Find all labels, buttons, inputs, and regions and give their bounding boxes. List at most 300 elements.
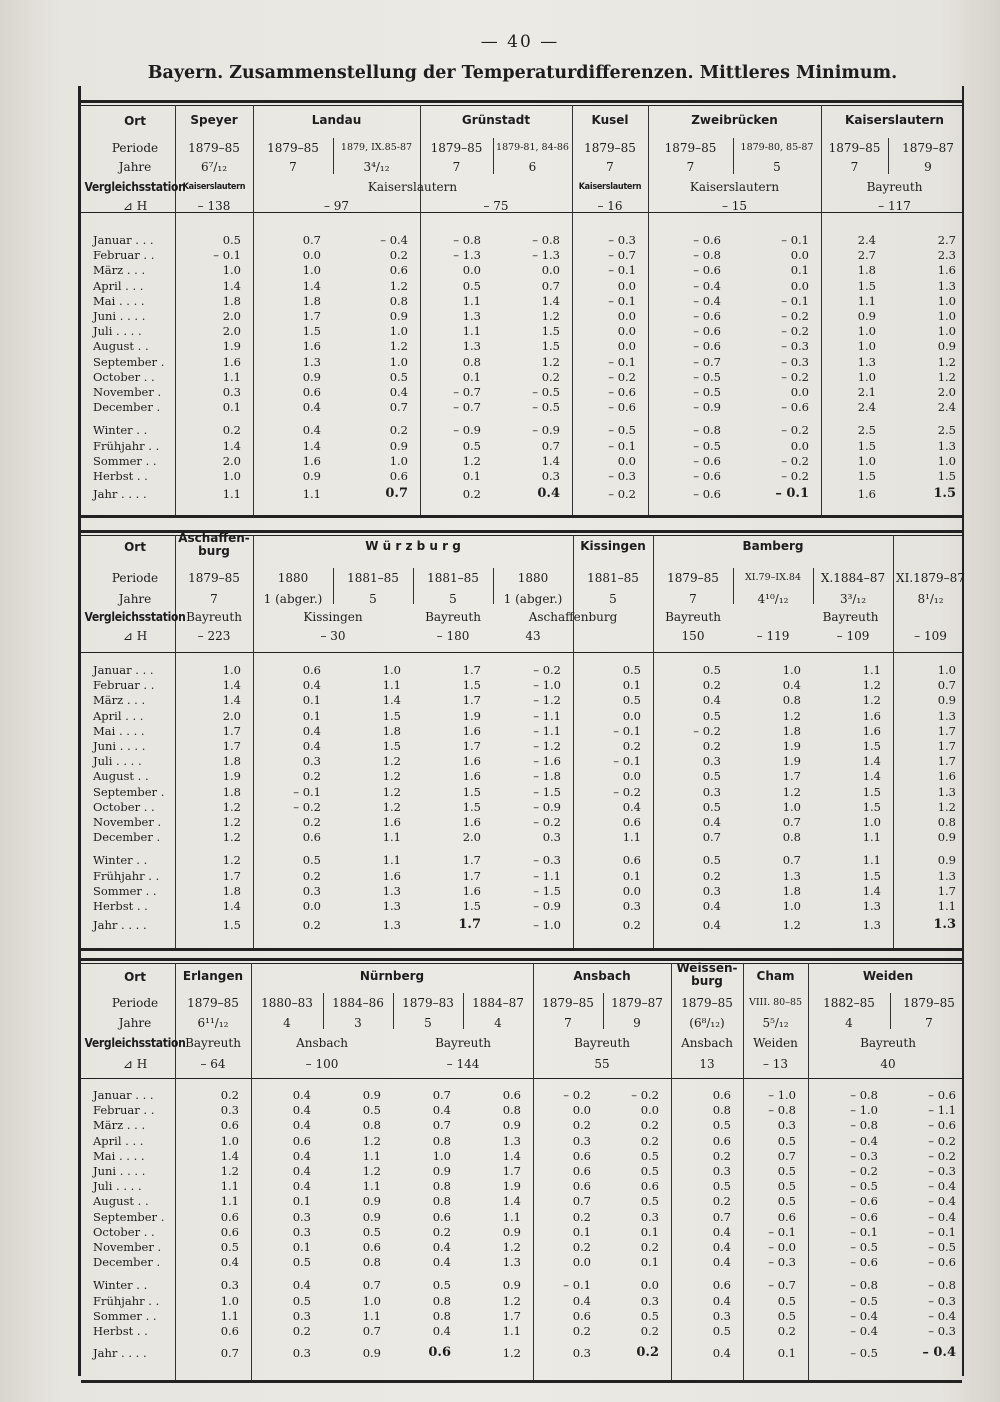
table-cell: – 0.6	[928, 1255, 956, 1270]
table-cell: 0.5	[622, 693, 641, 708]
month-label: Januar . . .	[93, 1088, 154, 1102]
table-cell: 1.0	[389, 354, 408, 369]
table-cell: 1.2	[782, 708, 801, 723]
station-name: Cham	[756, 969, 795, 983]
table-cell: 1.4	[222, 438, 241, 453]
table-cell: 0.7	[362, 1324, 381, 1338]
table-cell: 1.4	[382, 693, 401, 708]
reference-station: Bayreuth	[435, 1036, 491, 1050]
table-cell: 0.0	[622, 769, 641, 784]
table-cell: 0.7	[782, 853, 801, 868]
table-cell: 0.5	[302, 853, 321, 868]
table-cell: 0.0	[790, 248, 809, 263]
table-cell: – 1.8	[533, 769, 561, 784]
table-cell: 1.5	[857, 469, 876, 483]
table-cell: – 0.6	[850, 1255, 878, 1270]
table-cell: 1.5	[541, 324, 560, 339]
table-cell: 0.6	[432, 1209, 451, 1224]
column-rule	[175, 535, 176, 948]
table-cell: – 0.6	[693, 309, 721, 323]
table-cell: 0.1	[622, 678, 641, 693]
height-difference: 55	[594, 1057, 610, 1071]
table-cell: – 0.2	[781, 423, 809, 438]
table-cell: – 0.5	[693, 438, 721, 453]
jahre-cell: 5	[424, 1016, 432, 1030]
jahre-cell: 5⁵/₁₂	[762, 1016, 789, 1030]
table-cell: – 1.0	[768, 1088, 796, 1102]
table-cell: 0.5	[777, 1164, 796, 1178]
table-cell: 1.6	[462, 754, 481, 769]
jahre-cell: 1 (abger.)	[503, 592, 563, 606]
station-name: Bamberg	[742, 539, 804, 553]
row-label-dh: ⊿ H	[122, 629, 148, 643]
table-cell: 0.6	[777, 1209, 796, 1224]
month-label: April . . .	[93, 1133, 144, 1148]
table-cell: 1.1	[222, 487, 241, 501]
table-cell: 0.0	[617, 278, 636, 293]
table-cell: – 0.2	[781, 453, 809, 468]
table-cell: 1.0	[432, 1148, 451, 1163]
jahre-cell: 3⁴/₁₂	[363, 160, 390, 174]
table-cell: 0.6	[622, 853, 641, 868]
column-rule	[573, 535, 574, 948]
table-cell: 1.0	[220, 1293, 239, 1308]
table-cell: 0.8	[432, 1133, 451, 1148]
table-cell: 2.5	[937, 423, 956, 438]
table-cell: 0.3	[542, 830, 561, 845]
header-rule	[81, 1078, 962, 1079]
table-cell: 0.5	[362, 1224, 381, 1239]
table-cell: 0.5	[640, 1308, 659, 1323]
table-cell: 1.5	[862, 784, 881, 799]
table-cell: – 1.0	[850, 1103, 878, 1118]
table-cell: 0.6	[292, 1133, 311, 1148]
table-cell: 0.4	[702, 815, 721, 829]
table-cell: 0.5	[292, 1293, 311, 1308]
table-cell: 0.3	[220, 1278, 239, 1293]
table-cell: – 0.5	[850, 1240, 878, 1254]
row-label-jahre: Jahre	[118, 1016, 152, 1030]
table-cell: – 0.2	[533, 815, 561, 829]
table-cell: 0.4	[389, 385, 408, 399]
table-cell: – 0.2	[563, 1088, 591, 1102]
table-cell: 0.8	[432, 1308, 451, 1323]
table-cell: 1.8	[222, 293, 241, 308]
table-cell: – 0.6	[693, 263, 721, 278]
table-cell: 0.8	[782, 693, 801, 708]
column-rule	[175, 105, 176, 515]
row-label-dh: ⊿ H	[122, 1057, 148, 1071]
table-cell: 1.2	[937, 369, 956, 384]
subcolumn-rule	[333, 568, 334, 604]
reference-station: Bayreuth	[665, 610, 721, 624]
subcolumn-rule	[463, 993, 464, 1029]
table-cell: 0.5	[777, 1133, 796, 1148]
table-cell: 1.7	[937, 754, 956, 769]
table-cell: 0.2	[622, 918, 641, 932]
table-cell: – 0.7	[453, 385, 481, 399]
column-rule	[253, 105, 254, 515]
table-cell: 0.4	[292, 1278, 311, 1293]
table-cell: 2.4	[857, 400, 876, 415]
table-cell: 0.3	[622, 899, 641, 913]
row-label-periode: Periode	[111, 996, 159, 1010]
table-cell: – 0.1	[608, 293, 636, 308]
table-cell: 0.4	[712, 1293, 731, 1308]
table-cell: 0.3	[702, 883, 721, 898]
table-cell: 1.2	[382, 769, 401, 784]
month-label: September .	[93, 354, 165, 369]
table-cell: 1.5	[462, 899, 481, 913]
table-cell: – 0.6	[693, 233, 721, 247]
table-cell: 1.0	[222, 469, 241, 483]
table-cell: 1.4	[302, 438, 321, 453]
table-cell: 0.5	[640, 1194, 659, 1209]
period-cell: 1879–85	[667, 571, 719, 585]
table-cell: – 0.2	[781, 324, 809, 339]
month-label: November .	[93, 1240, 162, 1254]
table-cell: 0.4	[292, 1164, 311, 1178]
table-cell: 1.8	[222, 754, 241, 769]
section-end-rule	[81, 515, 962, 518]
month-label: November .	[93, 385, 162, 399]
period-cell: VIII. 80–85	[748, 997, 803, 1008]
table-cell: – 0.8	[850, 1118, 878, 1133]
jahre-cell: 4	[845, 1016, 853, 1030]
table-cell: – 0.5	[850, 1179, 878, 1194]
table-cell: 0.2	[702, 678, 721, 693]
table-cell: 0.4	[302, 723, 321, 738]
table-cell: 1.1	[382, 853, 401, 868]
table-cell: 1.6	[937, 263, 956, 278]
table-cell: 0.9	[362, 1088, 381, 1102]
table-cell: 0.9	[302, 369, 321, 384]
table-cell: – 0.4	[850, 1308, 878, 1323]
season-label: Herbst . .	[93, 899, 148, 913]
month-label: October . .	[93, 369, 155, 384]
subcolumn-rule	[733, 138, 734, 174]
table-cell: 1.5	[933, 486, 956, 501]
table-cell: – 0.5	[608, 423, 636, 438]
table-cell: 0.7	[541, 278, 560, 293]
table-cell: – 0.2	[631, 1088, 659, 1102]
table-cell: – 0.5	[928, 1240, 956, 1254]
table-cell: 1.2	[222, 830, 241, 845]
table-cell: 0.7	[782, 815, 801, 829]
table-cell: 1.3	[862, 899, 881, 913]
table-cell: – 0.9	[532, 423, 560, 438]
station-name: Nürnberg	[359, 969, 425, 983]
table-cell: 0.4	[432, 1103, 451, 1118]
height-difference: – 75	[483, 199, 509, 213]
row-label-vergleich: Vergleichsstation	[84, 1036, 186, 1050]
table-cell: 0.3	[292, 1346, 311, 1360]
height-difference: – 138	[197, 199, 231, 213]
table-cell: 2.0	[222, 324, 241, 339]
table-cell: 0.4	[782, 678, 801, 693]
table-cell: 1.0	[857, 324, 876, 339]
table-cell: – 0.6	[608, 400, 636, 415]
table-cell: 1.2	[222, 853, 241, 868]
table-cell: 1.8	[382, 723, 401, 738]
jahre-cell: 8¹/₁₂	[917, 592, 944, 606]
table-cell: 0.5	[777, 1293, 796, 1308]
table-cell: 0.2	[702, 739, 721, 753]
table-cell: – 0.3	[608, 469, 636, 483]
table-cell: 0.7	[432, 1088, 451, 1102]
table-cell: 0.4	[302, 739, 321, 753]
table-cell: 0.4	[712, 1346, 731, 1360]
table-cell: 0.6	[712, 1088, 731, 1102]
table-cell: – 0.1	[613, 723, 641, 738]
table-cell: 1.3	[937, 784, 956, 799]
table-cell: – 0.4	[693, 278, 721, 293]
table-cell: 0.1	[462, 369, 481, 384]
table-cell: 0.5	[462, 278, 481, 293]
subcolumn-rule	[603, 993, 604, 1029]
table-cell: 1.2	[220, 1164, 239, 1178]
table-cell: – 0.6	[608, 385, 636, 399]
table-cell: – 1.3	[532, 248, 560, 263]
table-cell: 1.0	[937, 324, 956, 339]
table-cell: 0.8	[432, 1179, 451, 1194]
table-cell: – 0.8	[453, 233, 481, 247]
table-cell: – 0.6	[928, 1118, 956, 1133]
season-label: Frühjahr . .	[93, 1293, 160, 1308]
table-cell: – 0.6	[928, 1088, 956, 1102]
table-cell: 1.0	[362, 1293, 381, 1308]
table-cell: – 0.4	[850, 1324, 878, 1338]
table-cell: 1.1	[857, 293, 876, 308]
month-label: Mai . . . .	[93, 1148, 145, 1163]
table-cell: 1.1	[382, 830, 401, 845]
table-cell: – 0.8	[850, 1278, 878, 1293]
table-cell: 1.1	[222, 369, 241, 384]
station-name: Zweibrücken	[691, 113, 778, 127]
table-cell: 1.0	[222, 263, 241, 278]
table-cell: 0.6	[220, 1224, 239, 1239]
season-label: Winter . .	[93, 1278, 148, 1293]
table-cell: 0.3	[541, 469, 560, 483]
reference-station: Bayreuth	[574, 1036, 630, 1050]
reference-station: Kissingen	[303, 610, 363, 624]
reference-station: Kaiserslautern	[182, 182, 246, 192]
period-cell: 1879, IX.85-87	[340, 142, 413, 153]
height-difference: – 100	[305, 1057, 339, 1071]
table-cell: 0.9	[502, 1278, 521, 1293]
jahre-cell: 7	[210, 592, 218, 606]
station-name: Weiden	[862, 969, 914, 983]
table-cell: 1.3	[937, 278, 956, 293]
year-label: Jahr . . . .	[93, 487, 147, 501]
table-cell: 1.5	[222, 918, 241, 932]
table-cell: – 0.4	[922, 1345, 956, 1360]
table-cell: 0.0	[302, 248, 321, 263]
table-cell: 0.9	[502, 1224, 521, 1239]
height-difference: – 64	[200, 1057, 226, 1071]
month-label: October . .	[93, 799, 155, 814]
table-cell: 1.2	[382, 799, 401, 814]
season-label: Sommer . .	[93, 1308, 157, 1323]
table-cell: 0.5	[702, 799, 721, 814]
table-cell: 1.6	[462, 883, 481, 898]
period-cell: 1880	[277, 571, 309, 585]
jahre-cell: 5	[773, 160, 781, 174]
table-cell: 1.3	[382, 918, 401, 932]
table-cell: – 0.1	[608, 263, 636, 278]
table-cell: 1.9	[462, 708, 481, 723]
table-cell: 0.1	[292, 1194, 311, 1209]
table-cell: – 0.2	[781, 309, 809, 323]
table-cell: 0.2	[777, 1324, 796, 1338]
table-cell: – 0.4	[928, 1194, 956, 1209]
table-cell: 1.2	[502, 1346, 521, 1360]
table-cell: 0.2	[222, 423, 241, 438]
table-cell: 1.2	[389, 278, 408, 293]
period-cell: 1879–85	[903, 996, 955, 1010]
table-cell: 1.2	[222, 815, 241, 829]
reference-station: Kaiserslautern	[689, 180, 780, 194]
table-cell: 1.6	[302, 453, 321, 468]
table-cell: 1.2	[502, 1240, 521, 1254]
jahre-cell: 5	[369, 592, 377, 606]
table-cell: 1.5	[302, 324, 321, 339]
table-cell: – 0.5	[693, 369, 721, 384]
table-cell: 0.3	[572, 1133, 591, 1148]
table-cell: 1.0	[222, 663, 241, 677]
table-cell: 1.8	[782, 883, 801, 898]
table-cell: 0.6	[389, 469, 408, 483]
table-cell: 1.6	[462, 815, 481, 829]
table-cell: 1.1	[220, 1194, 239, 1209]
table-cell: 1.5	[462, 678, 481, 693]
month-label: Juli . . . .	[93, 754, 142, 769]
table-cell: 0.8	[389, 293, 408, 308]
table-cell: 0.5	[222, 233, 241, 247]
table-cell: 0.3	[702, 754, 721, 769]
month-label: Mai . . . .	[93, 723, 145, 738]
table-cell: – 0.2	[781, 369, 809, 384]
month-label: Juni . . . .	[93, 739, 146, 753]
table-cell: 0.7	[362, 1278, 381, 1293]
table-cell: 1.7	[222, 739, 241, 753]
table-cell: 0.0	[790, 385, 809, 399]
table-cell: 1.7	[462, 853, 481, 868]
table-cell: 0.0	[541, 263, 560, 278]
table-cell: 0.4	[292, 1148, 311, 1163]
table-cell: – 0.5	[693, 385, 721, 399]
height-difference: – 15	[721, 199, 748, 213]
table-cell: 1.7	[462, 868, 481, 883]
table-cell: 0.3	[302, 754, 321, 769]
section-rule	[81, 958, 962, 961]
table-cell: – 0.1	[928, 1224, 956, 1239]
table-cell: 0.5	[220, 1240, 239, 1254]
table-cell: 2.4	[857, 233, 876, 247]
table-cell: 0.2	[432, 1224, 451, 1239]
reference-station: Kaiserslautern	[578, 182, 642, 192]
table-cell: 0.1	[790, 263, 809, 278]
table-cell: 0.0	[622, 883, 641, 898]
station-name: Erlangen	[182, 969, 244, 983]
table-cell: 0.6	[502, 1088, 521, 1102]
table-cell: 1.7	[462, 739, 481, 753]
table-cell: – 1.1	[533, 723, 561, 738]
table-cell: – 0.2	[613, 784, 641, 799]
station-name: Ansbach	[573, 969, 631, 983]
table-cell: 0.1	[302, 708, 321, 723]
table-cell: 0.2	[220, 1088, 239, 1102]
period-cell: 1879–85	[681, 996, 733, 1010]
table-cell: 0.9	[937, 830, 956, 845]
table-cell: – 0.7	[608, 248, 636, 263]
table-cell: 0.2	[640, 1324, 659, 1338]
table-cell: 1.5	[462, 784, 481, 799]
table-cell: 1.8	[302, 293, 321, 308]
year-label: Jahr . . . .	[93, 1346, 147, 1360]
month-label: November .	[93, 815, 162, 829]
table-cell: 1.4	[222, 899, 241, 913]
table-cell: 1.5	[862, 739, 881, 753]
table-cell: 0.0	[617, 339, 636, 354]
table-cell: 0.2	[640, 1240, 659, 1254]
table-cell: 1.0	[782, 899, 801, 913]
table-cell: – 0.4	[928, 1209, 956, 1224]
table-cell: 0.9	[362, 1209, 381, 1224]
table-cell: 0.0	[302, 899, 321, 913]
jahre-cell: 4	[283, 1016, 291, 1030]
table-cell: 0.1	[292, 1240, 311, 1254]
season-label: Herbst . .	[93, 469, 148, 483]
table-cell: – 1.2	[533, 693, 561, 708]
reference-station: Kaiserslautern	[367, 180, 458, 194]
table-cell: 1.5	[862, 868, 881, 883]
table-cell: 0.2	[636, 1345, 659, 1360]
table-cell: 1.2	[382, 754, 401, 769]
table-cell: 0.6	[572, 1308, 591, 1323]
period-cell: 1879–85	[430, 141, 483, 155]
table-cell: 1.5	[937, 469, 956, 483]
table-cell: 0.0	[790, 438, 809, 453]
table-cell: 0.2	[302, 918, 321, 932]
table-cell: 0.5	[712, 1324, 731, 1338]
height-difference: – 16	[597, 199, 623, 213]
period-cell: 1882–85	[823, 996, 875, 1010]
table-cell: 1.3	[937, 868, 956, 883]
table-cell: 1.6	[222, 354, 241, 369]
station-name: Grünstadt	[461, 113, 531, 127]
table-cell: 1.3	[857, 354, 876, 369]
table-cell: 0.1	[640, 1255, 659, 1270]
table-cell: 1.6	[937, 769, 956, 784]
table-cell: – 0.6	[781, 400, 809, 415]
table-cell: 0.3	[777, 1118, 796, 1133]
height-difference: – 30	[320, 629, 346, 643]
table-cell: – 0.8	[768, 1103, 796, 1118]
table-cell: 1.7	[462, 693, 481, 708]
table-cell: 0.8	[937, 815, 956, 829]
reference-station: Bayreuth	[822, 610, 879, 624]
month-label: Januar . . .	[93, 233, 154, 247]
table-cell: – 0.4	[693, 293, 721, 308]
table-cell: 0.6	[220, 1209, 239, 1224]
table-cell: 0.3	[702, 784, 721, 799]
table-cell: 0.4	[432, 1255, 451, 1270]
section-end-rule	[81, 948, 962, 951]
table-cell: 1.3	[937, 438, 956, 453]
table-cell: 1.7	[458, 917, 481, 932]
period-cell: 1880	[517, 571, 549, 585]
